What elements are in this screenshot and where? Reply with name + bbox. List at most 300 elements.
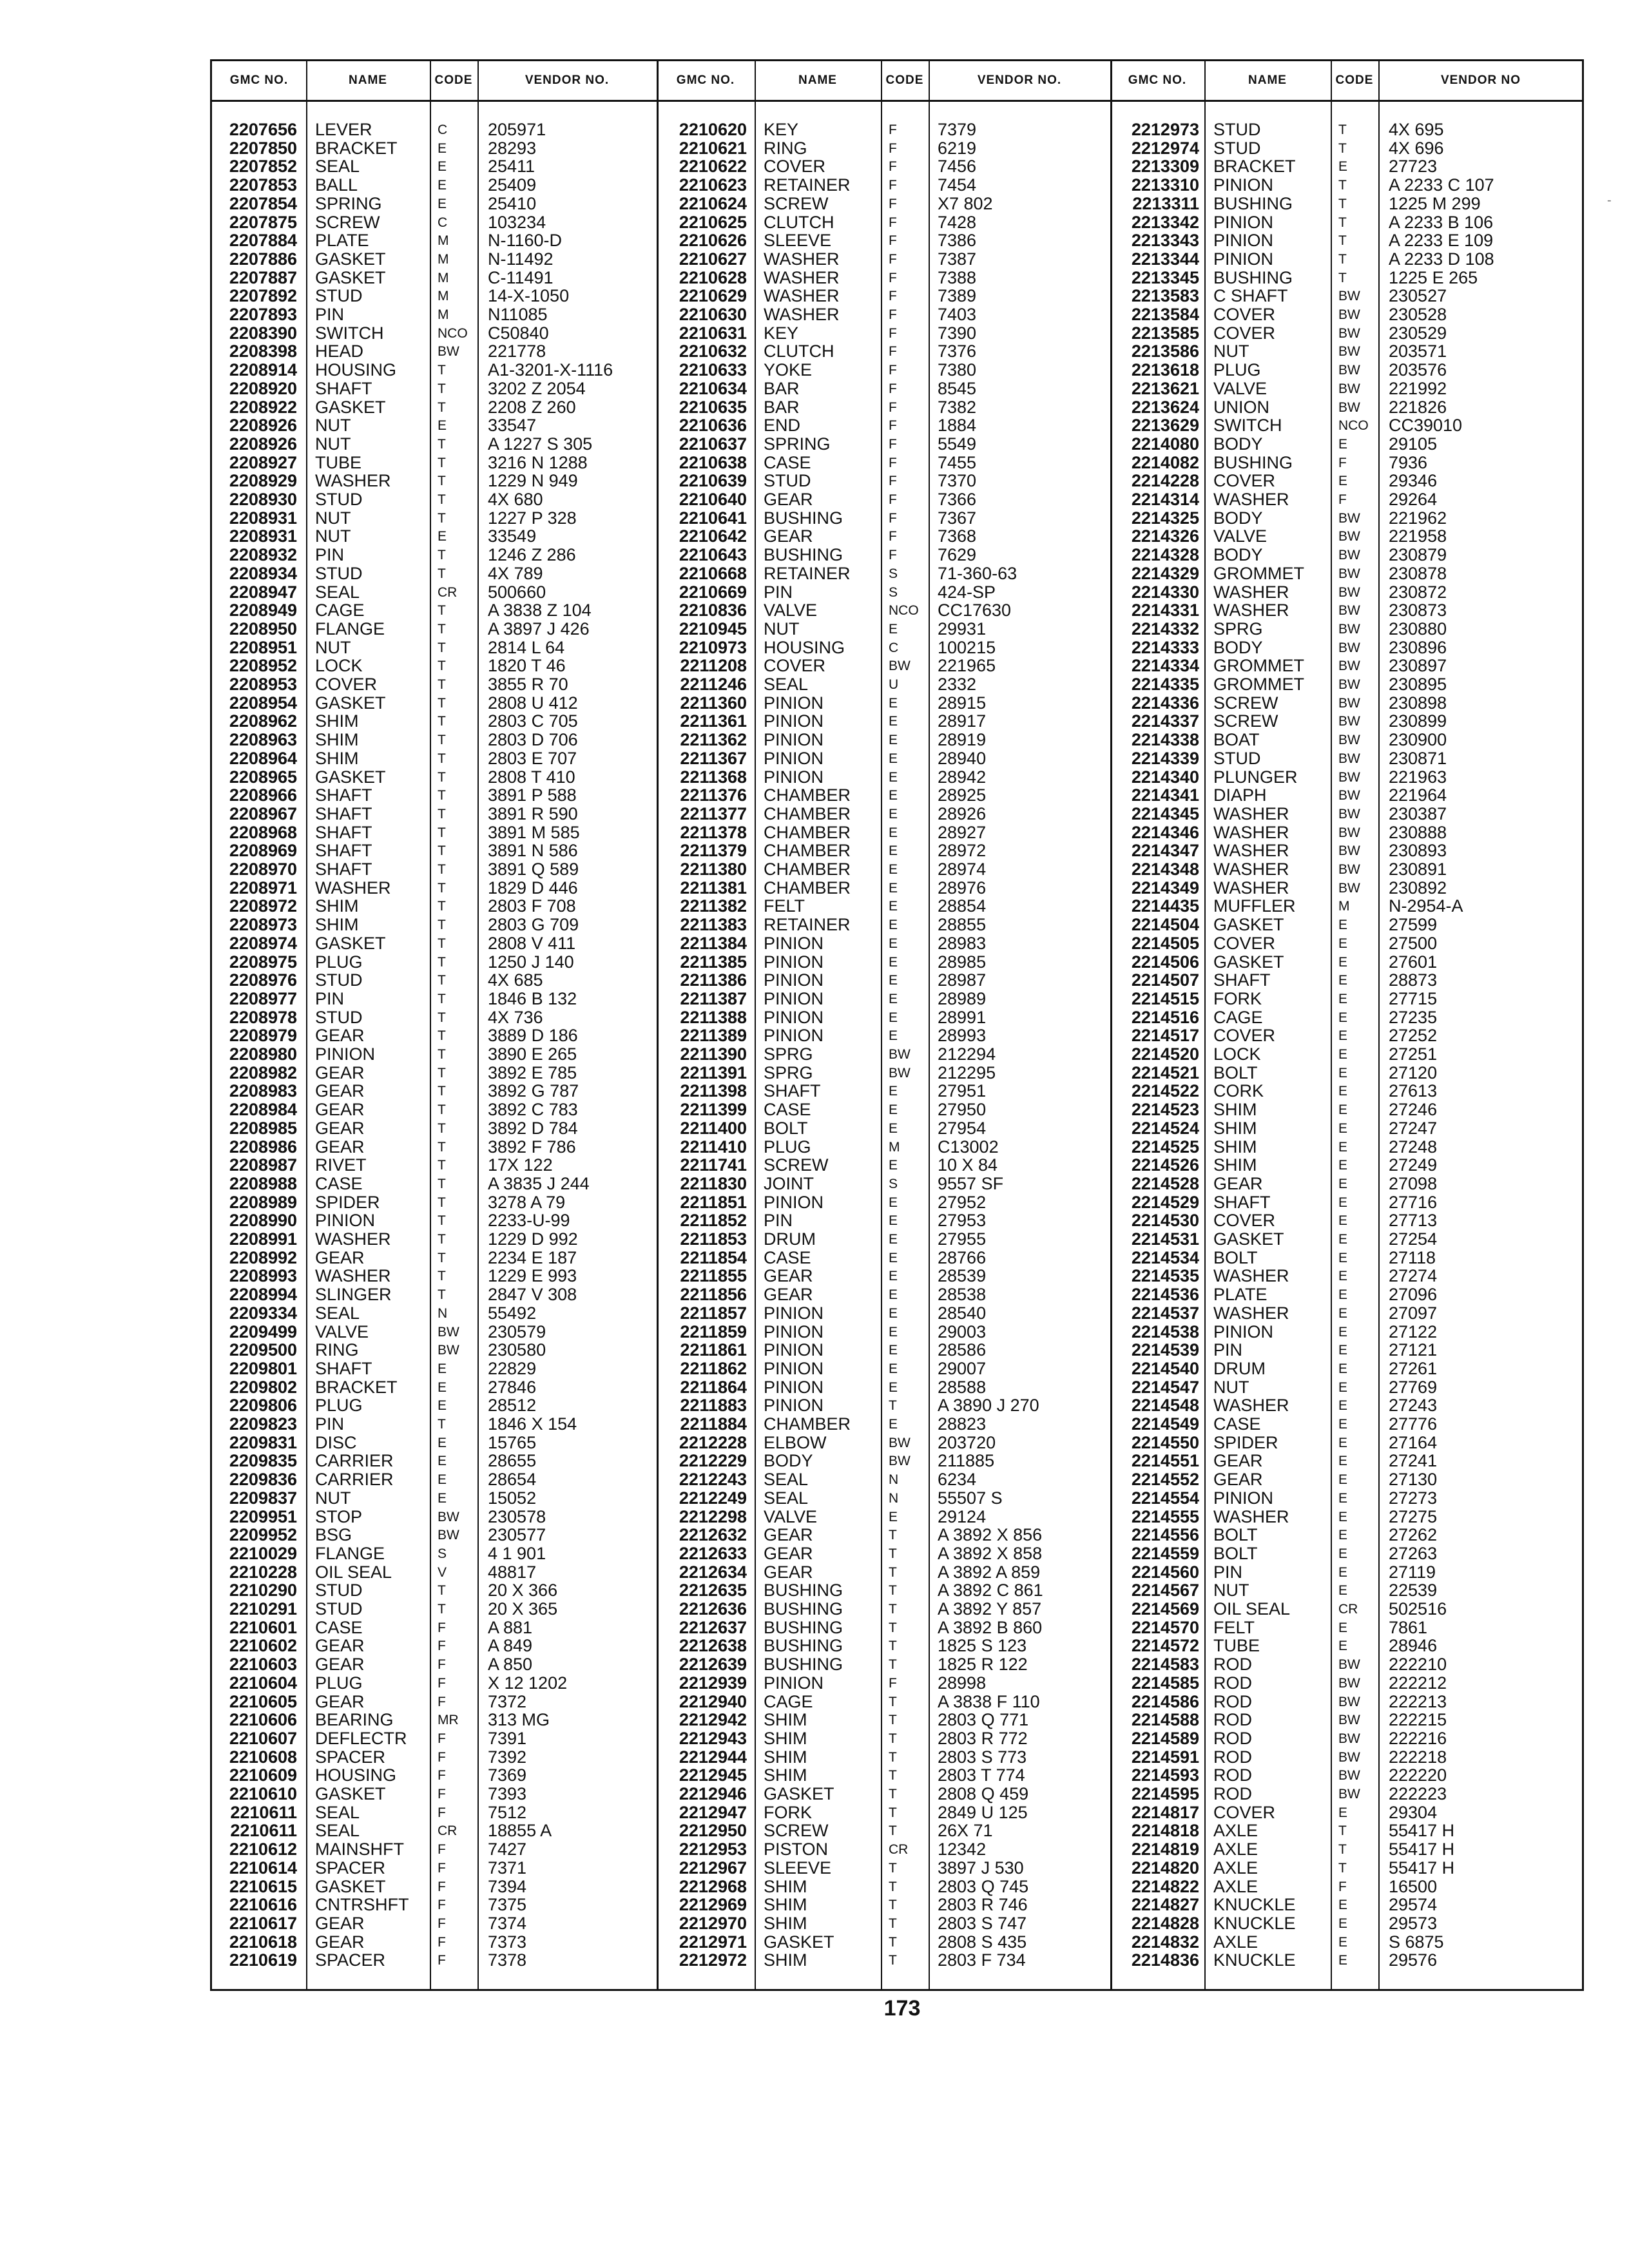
gmc-no-cell: 2214554	[1131, 1488, 1199, 1508]
part-name-cell: CHAMBER	[764, 1415, 851, 1434]
part-name-cell: STUD	[1213, 120, 1261, 139]
code-cell: E	[1338, 1564, 1348, 1580]
vendor-no-cell: 28940	[938, 749, 987, 768]
gmc-no-cell: 2210668	[679, 564, 747, 583]
gmc-no-cell: 2212950	[679, 1821, 747, 1841]
part-name-cell: LOCK	[315, 657, 363, 676]
part-name-cell: COVER	[1213, 1803, 1276, 1822]
gmc-no-cell: 2210636	[679, 416, 747, 436]
vendor-no-cell: 230879	[1389, 546, 1447, 565]
gmc-no-cell: 2214531	[1131, 1230, 1199, 1249]
vendor-no-cell: 230579	[488, 1322, 546, 1341]
gmc-no-cell: 2211387	[680, 989, 747, 1008]
part-name-cell: BOLT	[1213, 1063, 1258, 1082]
part-name-cell: HOUSING	[315, 361, 397, 380]
code-cell: T	[438, 1065, 446, 1081]
part-name-cell: SHIM	[315, 916, 359, 935]
vendor-no-cell: 221958	[1389, 527, 1447, 546]
vendor-no-cell: 27121	[1389, 1341, 1438, 1360]
vendor-no-cell: 55507 S	[938, 1488, 1003, 1508]
code-cell: F	[1338, 492, 1347, 507]
code-cell: T	[438, 1287, 446, 1303]
code-cell: E	[889, 991, 898, 1006]
vendor-no-cell: 2808 V 411	[488, 934, 576, 953]
vendor-no-cell: 7393	[488, 1785, 527, 1803]
code-cell: E	[889, 1028, 898, 1044]
vendor-no-cell: 7382	[938, 398, 977, 417]
code-cell: E	[1338, 1287, 1348, 1303]
gmc-no-cell: 2214349	[1131, 878, 1199, 898]
gmc-no-cell: 2208976	[229, 971, 297, 990]
code-cell: BW	[1338, 621, 1360, 637]
code-cell: F	[889, 289, 897, 304]
code-cell: BW	[1338, 1694, 1360, 1709]
code-cell: T	[438, 825, 446, 840]
vendor-no-cell: 12342	[938, 1840, 987, 1860]
vendor-no-cell: 2814 L 64	[488, 638, 565, 657]
vendor-no-cell: A 2233 C 107	[1389, 176, 1494, 195]
gmc-no-cell: 2211391	[680, 1063, 747, 1082]
header-vendor-no: VENDOR NO	[1440, 73, 1521, 87]
gmc-no-cell: 2211741	[680, 1156, 747, 1175]
gmc-no-cell: 2208971	[229, 878, 297, 898]
code-cell: T	[1338, 122, 1347, 137]
gmc-no-cell: 2211362	[680, 731, 747, 750]
vendor-no-cell: 28983	[938, 934, 987, 953]
part-name-cell: JOINT	[764, 1174, 814, 1193]
gmc-no-cell: 2210635	[679, 398, 747, 417]
part-name-cell: WASHER	[764, 249, 840, 269]
code-cell: E	[1338, 918, 1348, 933]
gmc-no-cell: 2214345	[1131, 804, 1199, 823]
part-name-cell: SHIM	[764, 1914, 807, 1933]
part-name-cell: GEAR	[315, 1248, 365, 1267]
code-cell: T	[438, 733, 446, 748]
gmc-no-cell: 2211854	[680, 1248, 747, 1267]
part-name-cell: ROD	[1213, 1766, 1252, 1785]
vendor-no-cell: 230387	[1389, 804, 1447, 823]
code-cell: F	[889, 140, 897, 156]
part-name-cell: CHAMBER	[764, 823, 851, 842]
vendor-no-cell: 28538	[938, 1285, 987, 1305]
vendor-no-cell: 221992	[1389, 379, 1447, 398]
part-name-cell: NUT	[315, 527, 351, 546]
code-cell: E	[1338, 1953, 1348, 1968]
part-name-cell: PINION	[764, 1008, 824, 1027]
part-name-cell: GASKET	[1213, 916, 1284, 935]
part-name-cell: GEAR	[315, 1119, 365, 1138]
code-cell: M	[438, 251, 449, 267]
gmc-no-cell: 2207854	[229, 194, 297, 213]
code-cell: T	[438, 1047, 446, 1062]
gmc-no-cell: 2210618	[229, 1932, 297, 1952]
gmc-no-cell: 2210624	[679, 194, 747, 213]
part-name-cell: CLUTCH	[764, 342, 834, 361]
gmc-no-cell: 2214335	[1131, 675, 1199, 694]
part-name-cell: AXLE	[1213, 1821, 1258, 1841]
code-cell: BW	[1338, 843, 1360, 859]
code-cell: E	[1338, 1158, 1348, 1173]
code-cell: T	[438, 1010, 446, 1025]
part-name-cell: CHAMBER	[764, 860, 851, 879]
vendor-no-cell: 230872	[1389, 582, 1447, 602]
gmc-no-cell: 2211857	[680, 1303, 747, 1323]
part-name-cell: PINION	[764, 1673, 824, 1693]
gmc-no-cell: 2212944	[679, 1747, 747, 1767]
vendor-no-cell: 3892 C 783	[488, 1100, 578, 1120]
part-name-cell: SHIM	[315, 712, 359, 731]
part-name-cell: BUSHING	[1213, 268, 1293, 287]
column-divider	[1378, 61, 1380, 1989]
vendor-no-cell: 27274	[1389, 1267, 1438, 1286]
code-cell: E	[889, 621, 898, 637]
vendor-no-cell: 4X 680	[488, 490, 543, 509]
vendor-no-cell: 28586	[938, 1341, 987, 1360]
code-cell: E	[1338, 1398, 1348, 1414]
gmc-no-cell: 2210609	[229, 1766, 297, 1785]
table-header	[212, 61, 1582, 102]
gmc-no-cell: 2213343	[1131, 231, 1199, 251]
vendor-no-cell: 2808 S 435	[938, 1932, 1027, 1952]
gmc-no-cell: 2210611	[230, 1821, 297, 1841]
part-name-cell: RETAINER	[764, 176, 851, 195]
vendor-no-cell: 28927	[938, 823, 987, 842]
gmc-no-cell: 2214336	[1131, 693, 1199, 713]
vendor-no-cell: 2803 Q 771	[938, 1711, 1029, 1730]
gmc-no-cell: 2210619	[229, 1951, 297, 1970]
code-cell: F	[438, 1953, 446, 1968]
gmc-no-cell: 2212947	[679, 1803, 747, 1822]
code-cell: E	[1338, 1213, 1348, 1229]
part-name-cell: SEAL	[315, 1303, 360, 1323]
part-name-cell: DIAPH	[1213, 786, 1267, 805]
vendor-no-cell: 424-SP	[938, 582, 996, 602]
code-cell: F	[438, 1916, 446, 1931]
code-cell: BW	[1338, 862, 1360, 877]
part-name-cell: PINION	[764, 1396, 824, 1416]
vendor-no-cell: 7392	[488, 1747, 527, 1767]
vendor-no-cell: 6234	[938, 1470, 977, 1490]
vendor-no-cell: 230880	[1389, 619, 1447, 639]
part-name-cell: STUD	[315, 490, 363, 509]
vendor-no-cell: 27715	[1389, 989, 1438, 1008]
vendor-no-cell: A 3892 X 858	[938, 1544, 1043, 1563]
part-name-cell: BOLT	[1213, 1248, 1258, 1267]
gmc-no-cell: 2212228	[679, 1433, 747, 1452]
part-name-cell: GASKET	[315, 1877, 386, 1896]
part-name-cell: GEAR	[315, 1932, 365, 1952]
part-name-cell: CAGE	[1213, 1008, 1263, 1027]
vendor-no-cell: 4 1 901	[488, 1544, 546, 1563]
code-cell: T	[1338, 1823, 1347, 1839]
vendor-no-cell: N-2954-A	[1389, 897, 1463, 916]
vendor-no-cell: 48817	[488, 1562, 537, 1582]
code-cell: T	[889, 1898, 897, 1913]
code-cell: BW	[1338, 529, 1360, 544]
part-name-cell: PINION	[315, 1045, 376, 1064]
part-name-cell: BOLT	[764, 1119, 808, 1138]
gmc-no-cell: 2210615	[229, 1877, 297, 1896]
vendor-no-cell: N-1160-D	[488, 231, 563, 251]
vendor-no-cell: 7455	[938, 453, 977, 472]
vendor-no-cell: 20 X 366	[488, 1581, 558, 1600]
gmc-no-cell: 2214547	[1131, 1378, 1199, 1397]
code-cell: BW	[1338, 1713, 1360, 1728]
margin-mark: -	[1607, 193, 1612, 207]
part-name-cell: PINION	[764, 1303, 824, 1323]
code-cell: T	[889, 1916, 897, 1931]
vendor-no-cell: 313 MG	[488, 1711, 550, 1730]
vendor-no-cell: 230577	[488, 1526, 546, 1545]
vendor-no-cell: 3202 Z 2054	[488, 379, 586, 398]
part-name-cell: GEAR	[764, 1267, 813, 1286]
gmc-no-cell: 2214567	[1131, 1581, 1199, 1600]
gmc-no-cell: 2210290	[229, 1581, 297, 1600]
gmc-no-cell: 2208990	[229, 1211, 297, 1231]
part-name-cell: PINION	[764, 952, 824, 972]
code-cell: T	[438, 436, 446, 452]
header-name: NAME	[1248, 73, 1287, 87]
code-cell: T	[438, 603, 446, 619]
vendor-no-cell: 29007	[938, 1359, 987, 1378]
part-name-cell: SHIM	[315, 897, 359, 916]
vendor-no-cell: 2803 E 707	[488, 749, 577, 768]
part-name-cell: GROMMET	[1213, 657, 1304, 676]
parts-table	[210, 59, 1584, 1991]
code-cell: E	[1338, 1232, 1348, 1247]
code-cell: CR	[438, 1823, 458, 1839]
part-name-cell: SHIM	[764, 1896, 807, 1915]
part-name-cell: BUSHING	[764, 1600, 843, 1619]
gmc-no-cell: 2214822	[1131, 1877, 1199, 1896]
part-name-cell: SHIM	[764, 1711, 807, 1730]
gmc-no-cell: 2213310	[1131, 176, 1199, 195]
code-cell: T	[438, 880, 446, 896]
gmc-no-cell: 2210626	[679, 231, 747, 251]
gmc-no-cell: 2208985	[229, 1119, 297, 1138]
part-name-cell: WASHER	[1213, 860, 1289, 879]
code-cell: E	[438, 1379, 447, 1395]
code-cell: T	[1338, 251, 1347, 267]
vendor-no-cell: 2803 R 772	[938, 1729, 1028, 1748]
vendor-no-cell: 222220	[1389, 1766, 1447, 1785]
part-name-cell: CAGE	[315, 601, 365, 620]
code-cell: F	[889, 418, 897, 434]
code-cell: F	[438, 1879, 446, 1894]
code-cell: E	[1338, 1361, 1348, 1376]
part-name-cell: PINION	[764, 1341, 824, 1360]
code-cell: E	[1338, 1176, 1348, 1191]
part-name-cell: FELT	[764, 897, 805, 916]
code-cell: E	[1338, 1509, 1348, 1524]
part-name-cell: GASKET	[315, 934, 386, 953]
vendor-no-cell: 7379	[938, 120, 977, 139]
vendor-no-cell: 28823	[938, 1415, 987, 1434]
gmc-no-cell: 2214540	[1131, 1359, 1199, 1378]
part-name-cell: BOAT	[1213, 731, 1260, 750]
part-name-cell: GASKET	[1213, 952, 1284, 972]
code-cell: E	[1338, 954, 1348, 970]
vendor-no-cell: 3892 G 787	[488, 1082, 579, 1101]
part-name-cell: GEAR	[315, 1914, 365, 1933]
vendor-no-cell: 4X 695	[1389, 120, 1444, 139]
part-name-cell: WASHER	[315, 1230, 391, 1249]
gmc-no-cell: 2214347	[1131, 841, 1199, 861]
part-name-cell: SHAFT	[315, 823, 372, 842]
code-cell: F	[438, 1768, 446, 1783]
part-name-cell: GEAR	[764, 1526, 813, 1545]
vendor-no-cell: 230873	[1389, 601, 1447, 620]
part-name-cell: CLUTCH	[764, 213, 834, 232]
vendor-no-cell: 2808 Q 459	[938, 1785, 1029, 1803]
gmc-no-cell: 2214593	[1131, 1766, 1199, 1785]
vendor-no-cell: 28855	[938, 916, 987, 935]
code-cell: BW	[438, 1343, 459, 1358]
gmc-no-cell: 2208398	[229, 342, 297, 361]
part-name-cell: STUD	[764, 472, 811, 491]
part-name-cell: PINION	[764, 1378, 824, 1397]
vendor-no-cell: 1246 Z 286	[488, 546, 576, 565]
code-cell: F	[889, 196, 897, 211]
part-name-cell: YOKE	[764, 361, 813, 380]
code-cell: E	[889, 1158, 898, 1173]
part-name-cell: SEAL	[764, 1470, 809, 1490]
vendor-no-cell: 230891	[1389, 860, 1447, 879]
gmc-no-cell: 2210622	[679, 157, 747, 177]
part-name-cell: BODY	[1213, 638, 1263, 657]
vendor-no-cell: 7376	[938, 342, 977, 361]
code-cell: T	[889, 1583, 897, 1599]
code-cell: E	[1338, 973, 1348, 988]
gmc-no-cell: 2208989	[229, 1193, 297, 1212]
code-cell: BW	[1338, 788, 1360, 803]
header-vendor-no: VENDOR NO.	[977, 73, 1062, 87]
part-name-cell: VALVE	[1213, 379, 1268, 398]
code-cell: T	[438, 548, 446, 563]
part-name-cell: ROD	[1213, 1692, 1252, 1711]
gmc-no-cell: 2211376	[680, 786, 747, 805]
part-name-cell: SPRING	[764, 434, 831, 454]
code-cell: E	[889, 899, 898, 914]
code-cell: T	[438, 991, 446, 1006]
gmc-no-cell: 2210629	[679, 287, 747, 306]
part-name-cell: STUD	[315, 287, 363, 306]
code-cell: E	[1338, 1898, 1348, 1913]
part-name-cell: NUT	[1213, 342, 1249, 361]
vendor-no-cell: A 3892 B 860	[938, 1618, 1043, 1637]
part-name-cell: GEAR	[315, 1100, 365, 1120]
part-name-cell: GEAR	[315, 1655, 365, 1675]
part-name-cell: BODY	[1213, 546, 1263, 565]
gmc-no-cell: 2211852	[680, 1211, 747, 1231]
vendor-no-cell: 230895	[1389, 675, 1447, 694]
code-cell: T	[438, 363, 446, 378]
part-name-cell: WASHER	[1213, 1507, 1289, 1526]
vendor-no-cell: CC39010	[1389, 416, 1463, 436]
part-name-cell: KEY	[764, 323, 799, 343]
gmc-no-cell: 2209500	[229, 1341, 297, 1360]
code-cell: E	[889, 1102, 898, 1118]
gmc-no-cell: 2208954	[229, 693, 297, 713]
part-name-cell: COVER	[1213, 1211, 1276, 1231]
gmc-no-cell: 2214346	[1131, 823, 1199, 842]
vendor-no-cell: 7374	[488, 1914, 527, 1933]
code-cell: F	[438, 1694, 446, 1709]
code-cell: E	[1338, 1435, 1348, 1450]
code-cell: T	[1338, 233, 1347, 249]
gmc-no-cell: 2207875	[229, 213, 297, 232]
code-cell: N	[889, 1472, 899, 1488]
code-cell: E	[1338, 1139, 1348, 1155]
vendor-no-cell: 29105	[1389, 434, 1438, 454]
gmc-no-cell: 2208951	[229, 638, 297, 657]
gmc-no-cell: 2214559	[1131, 1544, 1199, 1563]
gmc-no-cell: 2214832	[1131, 1932, 1199, 1952]
gmc-no-cell: 2213624	[1131, 398, 1199, 417]
part-name-cell: STUD	[1213, 749, 1261, 768]
part-name-cell: GASKET	[1213, 1230, 1284, 1249]
vendor-no-cell: 230528	[1389, 305, 1447, 324]
part-name-cell: SPIDER	[315, 1193, 380, 1212]
code-cell: T	[1338, 196, 1347, 211]
vendor-no-cell: 28993	[938, 1026, 987, 1046]
gmc-no-cell: 2214517	[1131, 1026, 1199, 1046]
gmc-no-cell: 2214548	[1131, 1396, 1199, 1416]
code-cell: N	[889, 1490, 899, 1506]
vendor-no-cell: 230892	[1389, 878, 1447, 898]
part-name-cell: END	[764, 416, 801, 436]
part-name-cell: TUBE	[1213, 1637, 1260, 1656]
code-cell: BW	[1338, 510, 1360, 526]
gmc-no-cell: 2209837	[229, 1488, 297, 1508]
code-cell: BW	[1338, 1749, 1360, 1765]
part-name-cell: GASKET	[315, 249, 386, 269]
part-name-cell: SHIM	[315, 731, 359, 750]
code-cell: BW	[1338, 806, 1360, 822]
vendor-no-cell: 3891 M 585	[488, 823, 580, 842]
code-cell: BW	[889, 1435, 911, 1450]
vendor-no-cell: 28991	[938, 1008, 987, 1027]
code-cell: M	[438, 289, 449, 304]
gmc-no-cell: 2211400	[680, 1119, 747, 1138]
part-name-cell: FLANGE	[315, 1544, 385, 1563]
code-cell: E	[889, 1195, 898, 1210]
gmc-no-cell: 2214555	[1131, 1507, 1199, 1526]
gmc-no-cell: 2208929	[229, 472, 297, 491]
code-cell: BW	[1338, 381, 1360, 396]
vendor-no-cell: 2234 E 187	[488, 1248, 577, 1267]
vendor-no-cell: 1829 D 446	[488, 878, 578, 898]
gmc-no-cell: 2208967	[229, 804, 297, 823]
vendor-no-cell: 27951	[938, 1082, 987, 1101]
gmc-no-cell: 2208968	[229, 823, 297, 842]
gmc-no-cell: 2209823	[229, 1415, 297, 1434]
code-cell: T	[438, 973, 446, 988]
gmc-no-cell: 2211859	[680, 1322, 747, 1341]
gmc-no-cell: 2210623	[679, 176, 747, 195]
part-name-cell: BRACKET	[1213, 157, 1296, 177]
gmc-no-cell: 2214539	[1131, 1341, 1199, 1360]
part-name-cell: COVER	[764, 157, 826, 177]
part-name-cell: BOLT	[1213, 1544, 1258, 1563]
gmc-no-cell: 2210610	[229, 1785, 297, 1803]
part-name-cell: ROD	[1213, 1785, 1252, 1803]
vendor-no-cell: 27954	[938, 1119, 987, 1138]
gmc-no-cell: 2212943	[679, 1729, 747, 1748]
code-cell: BW	[1338, 399, 1360, 415]
part-name-cell: GEAR	[764, 490, 813, 509]
gmc-no-cell: 2210637	[679, 434, 747, 454]
